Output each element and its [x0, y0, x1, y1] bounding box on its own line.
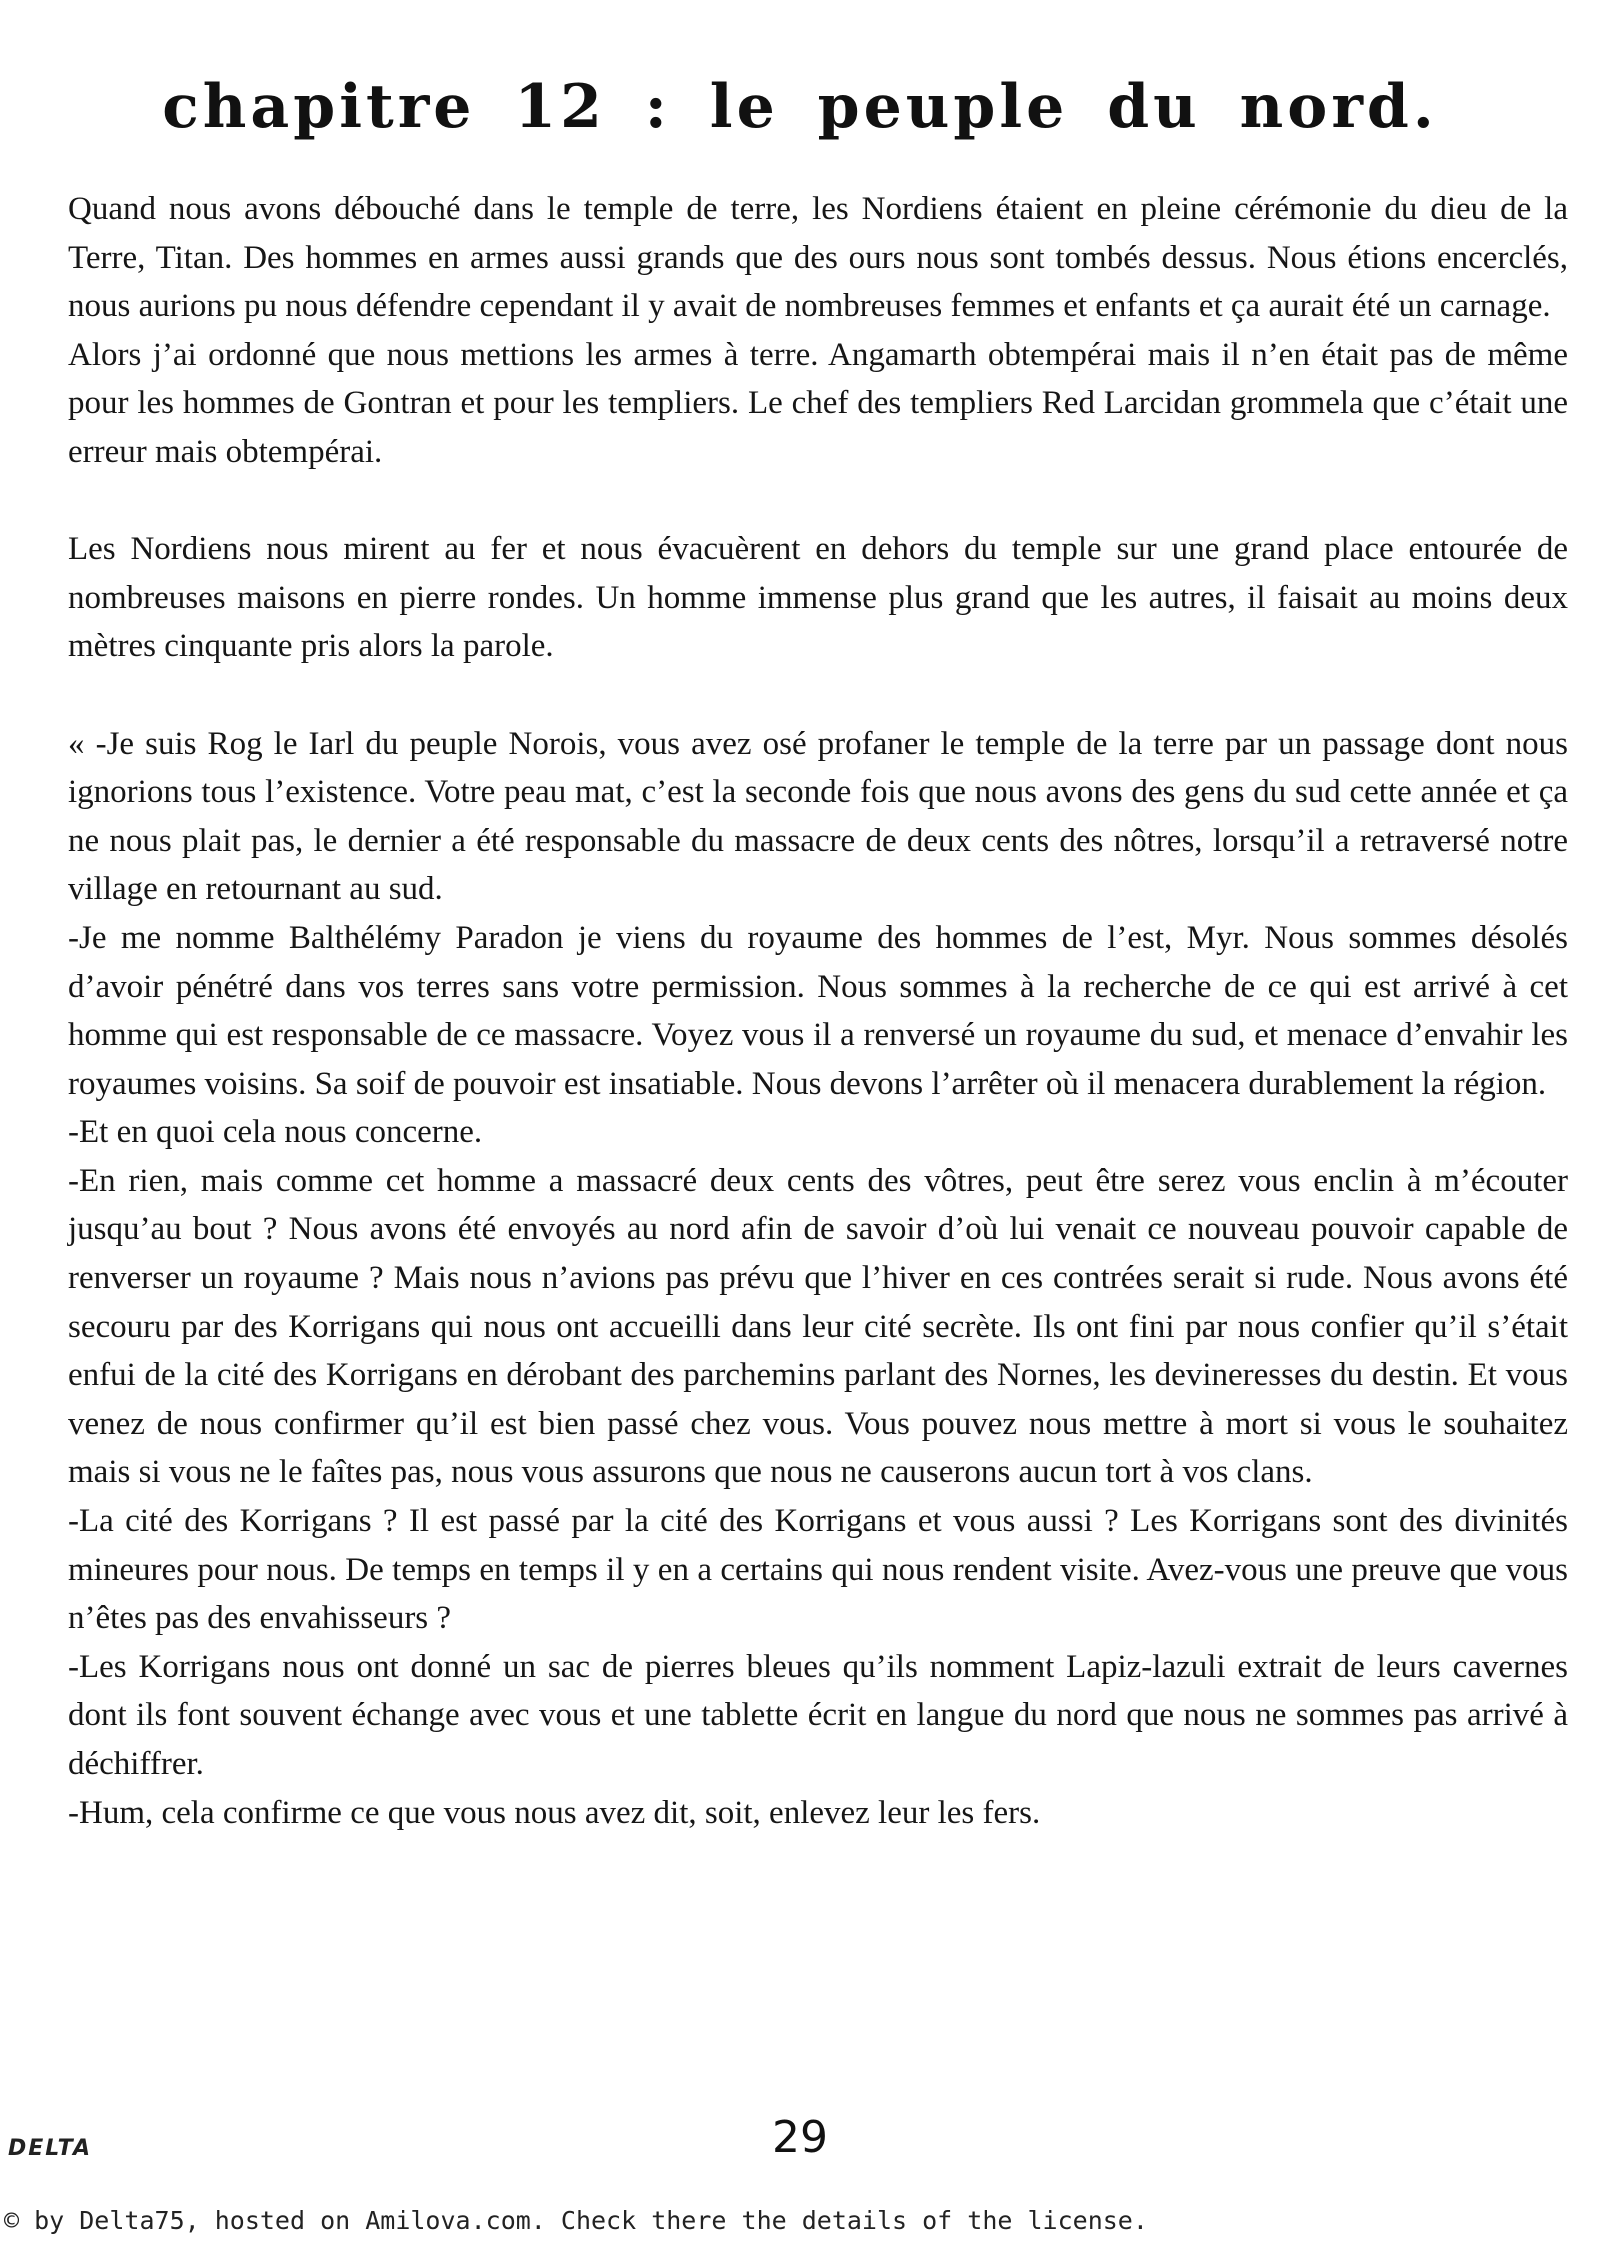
page-number: 29 [772, 2112, 828, 2163]
paragraph-gap [68, 671, 1568, 720]
paragraph: « -Je suis Rog le Iarl du peuple Norois, vous avez osé profaner le temple de la terre par un passage dont nous ignorions tous l’existence. Votre peau mat, c’est la seconde fois que nous avons des gens du sud cette année et ça ne nous plait pas, le dernier a été responsable du massacre de deux cents des nôtres, lorsqu’il a retraversé notre village en retournant au sud. [68, 725, 1568, 908]
chapter-title: chapitre 12 : le peuple du nord. [162, 72, 1438, 142]
paragraph: Alors j’ai ordonné que nous mettions les armes à terre. Angamarth obtempérai mais il n’en était pas de même pour les hommes de Gontran et pour les templiers. Le chef des templiers Red Larcidan grommela que c’était une erreur mais obtempérai. [68, 336, 1568, 470]
paragraph: -Je me nomme Balthélémy Paradon je viens du royaume des hommes de l’est, Myr. Nous sommes désolés d’avoir pénétré dans vos terres sans votre permission. Nous sommes à la recherche de ce qui est arrivé à cet homme qui est responsable de ce massacre. Voyez vous il a renversé un royaume du sud, et menace d’envahir les royaumes voisins. Sa soif de pouvoir est insatiable. Nous devons l’arrêter où il menacera durablement la région. [68, 919, 1568, 1102]
paragraph: Les Nordiens nous mirent au fer et nous évacuèrent en dehors du temple sur une grand place entourée de nombreuses maisons en pierre rondes. Un homme immense plus grand que les autres, il faisait au moins deux mètres cinquante pris alors la parole. [68, 531, 1568, 665]
body-text [68, 185, 1568, 1837]
paragraph: -Hum, cela confirme ce que vous nous avez dit, soit, enlevez leur les fers. [68, 1794, 1041, 1831]
delta-logo: DELTA [8, 2136, 92, 2161]
copyright-notice: © by Delta75, hosted on Amilova.com. Check there the details of the license. [4, 2206, 1148, 2235]
paragraph: -La cité des Korrigans ? Il est passé par la cité des Korrigans et vous aussi ? Les Korrigans sont des divinités mineures pour nous. De temps en temps il y en a certains qui nous rendent visite. Avez-vous une preuve que vous n’êtes pas des envahisseurs ? [68, 1503, 1568, 1637]
paragraph: -En rien, mais comme cet homme a massacré deux cents des vôtres, peut être serez vous enclin à m’écouter jusqu’au bout ? Nous avons été envoyés au nord afin de savoir d’où lui venait ce nouveau pouvoir capable de renverser un royaume ? Mais nous n’avions pas prévu que l’hiver en ces contrées serait si rude. Nous avons été secouru par des Korrigans qui nous ont accueilli dans leur cité secrète. Ils ont fini par nous confier qu’il s’était enfui de la cité des Korrigans en dérobant des parchemins parlant des Nornes, les devineresses du destin. Et vous venez de nous confirmer qu’il est bien passé chez vous. Vous pouvez nous mettre à mort si vous le souhaitez mais si vous ne le faîtes pas, nous vous assurons que nous ne causerons aucun tort à vos clans. [68, 1162, 1568, 1491]
paragraph: -Et en quoi cela nous concerne. [68, 1114, 483, 1151]
paragraph: Quand nous avons débouché dans le temple de terre, les Nordiens étaient en pleine cérémonie du dieu de la Terre, Titan. Des hommes en armes aussi grands que des ours nous sont tombés dessus. Nous étions encerclés, nous aurions pu nous défendre cependant il y avait de nombreuses femmes et enfants et ça aurait été un carnage. [68, 191, 1568, 325]
paragraph-gap [68, 477, 1568, 526]
paragraph: -Les Korrigans nous ont donné un sac de pierres bleues qu’ils nomment Lapiz-lazuli extrait de leurs cavernes dont ils font souvent échange avec vous et une tablette écrit en langue du nord que nous ne sommes pas arrivé à déchiffrer. [68, 1648, 1568, 1782]
